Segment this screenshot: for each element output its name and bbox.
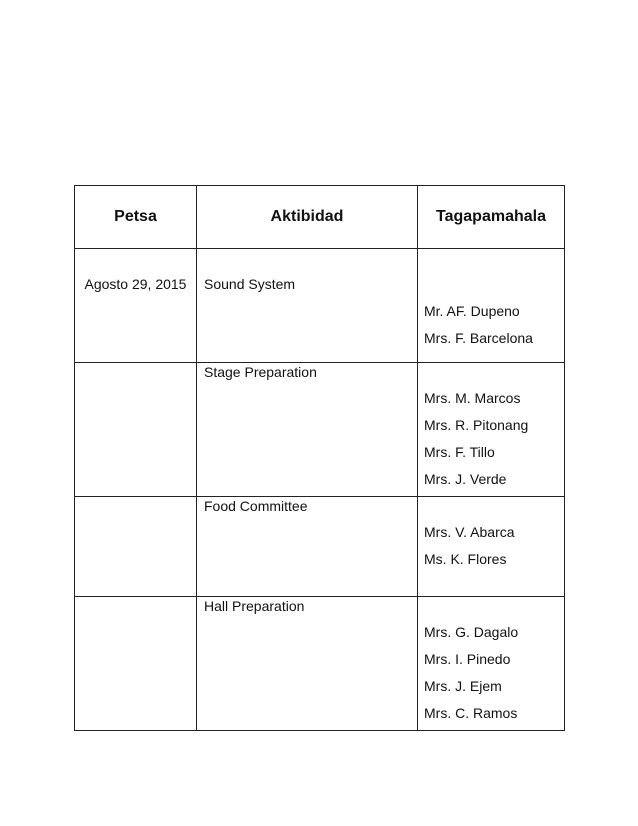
- table-row: [75, 597, 565, 731]
- activity-value: Stage Preparation: [204, 364, 317, 380]
- header-manager: Tagapamahala: [418, 186, 565, 249]
- manager-name: Mrs. G. Dagalo: [424, 624, 519, 640]
- manager-cell: [418, 597, 565, 731]
- manager-name: Mrs. R. Pitonang: [424, 417, 529, 433]
- manager-name: Mrs. M. Marcos: [424, 390, 521, 406]
- date-cell: [75, 597, 197, 731]
- manager-name: Mrs. C. Ramos: [424, 705, 518, 721]
- date-cell: [75, 497, 197, 597]
- manager-name: Mr. AF. Dupeno: [424, 303, 520, 319]
- activity-cell: [197, 249, 418, 363]
- schedule-table: [74, 185, 565, 731]
- activity-cell: [197, 597, 418, 731]
- table-row: [75, 497, 565, 597]
- date-value: [75, 597, 196, 624]
- activity-cell: [197, 497, 418, 597]
- date-value: Agosto 29, 2015: [84, 276, 187, 292]
- date-cell: [75, 363, 197, 497]
- activity-value: Hall Preparation: [204, 598, 305, 614]
- date-cell: [75, 249, 197, 363]
- manager-list: [418, 597, 564, 727]
- date-value: [75, 363, 196, 390]
- manager-name: Mrs. J. Verde: [424, 471, 507, 487]
- date-value: [75, 497, 196, 524]
- manager-name: Mrs. F. Tillo: [424, 444, 495, 460]
- activity-value: Sound System: [204, 276, 296, 292]
- manager-cell: [418, 249, 565, 363]
- manager-name: Mrs. J. Ejem: [424, 678, 502, 694]
- manager-list: [418, 249, 564, 352]
- manager-name: Mrs. F. Barcelona: [424, 330, 533, 346]
- manager-name: Mrs. I. Pinedo: [424, 651, 511, 667]
- header-activity: Aktibidad: [197, 186, 418, 249]
- table-row: [75, 249, 565, 363]
- table-header-row: [75, 186, 565, 249]
- activity-value: Food Committee: [204, 498, 308, 514]
- manager-list: [418, 363, 564, 493]
- manager-name: Ms. K. Flores: [424, 551, 507, 567]
- header-date: Petsa: [75, 186, 197, 249]
- manager-list: [418, 497, 564, 573]
- manager-cell: [418, 363, 565, 497]
- activity-cell: [197, 363, 418, 497]
- table-row: [75, 363, 565, 497]
- manager-name: Mrs. V. Abarca: [424, 524, 515, 540]
- manager-cell: [418, 497, 565, 597]
